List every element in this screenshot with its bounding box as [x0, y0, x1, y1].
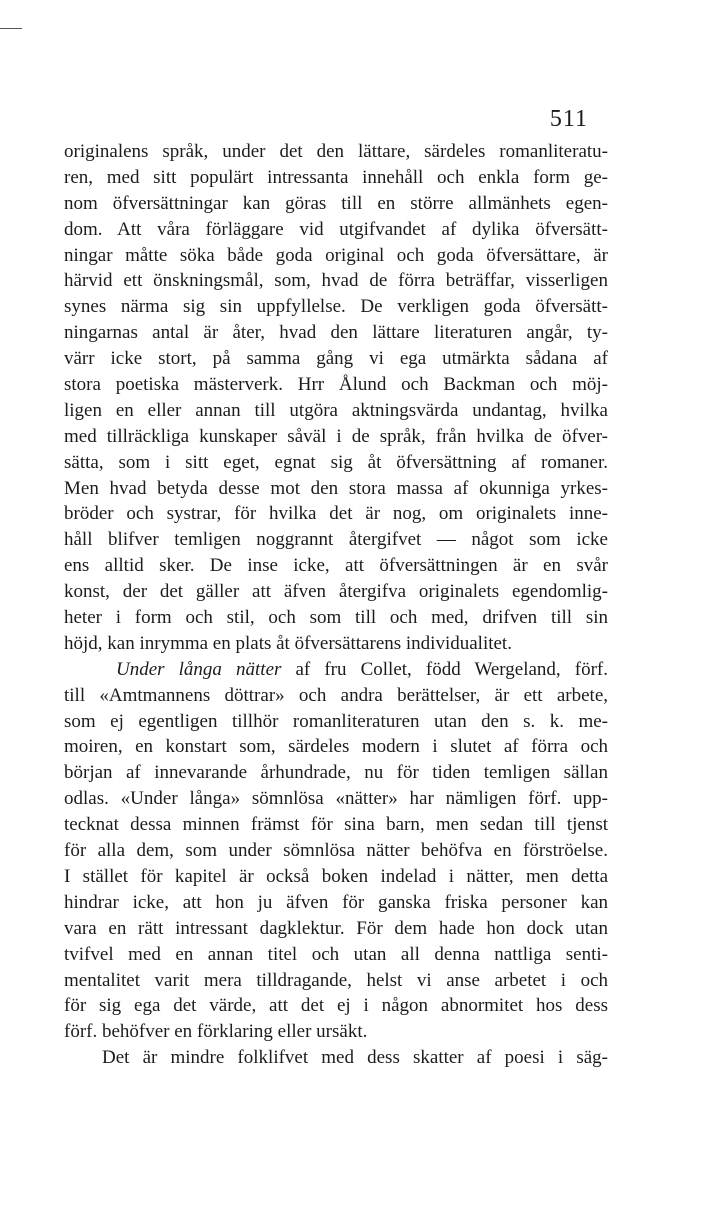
- text-line: Men hvad betyda desse mot den stora massa af okunniga yrkes-: [64, 477, 608, 499]
- text-line: härvid ett önskningsmål, som, hvad de förra beträffar, visserligen: [64, 270, 608, 292]
- book-title: Under långa nätter: [116, 658, 282, 680]
- text-line: ningarnas antal är åter, hvad den lättare literaturen angår, ty-: [64, 322, 608, 344]
- text-line: bröder och systrar, för hvilka det är nog, om originalets inne-: [64, 503, 608, 525]
- text-line: med tillräckliga kunskaper såväl i de språk, från hvilka de öfver-: [64, 425, 608, 447]
- text-line: början af innevarande århundrade, nu för tiden temligen sällan: [64, 762, 608, 784]
- text-line: sätta, som i sitt eget, egnat sig åt öfversättning af romaner.: [64, 451, 608, 473]
- text-line: tecknat dessa minnen främst för sina barn, men sedan till tjenst: [64, 814, 608, 836]
- text-line: synes närma sig sin uppfyllelse. De verkligen goda öfversätt-: [64, 296, 608, 318]
- text-line: som ej egentligen tillhör romanliteraturen utan den s. k. me-: [64, 710, 608, 732]
- text-line: tvifvel med en annan titel och utan all denna nattliga senti-: [64, 943, 608, 965]
- text-line: hindrar icke, att hon ju äfven för ganska friska personer kan: [64, 891, 608, 913]
- page-number: 511: [549, 106, 588, 132]
- text-line: höjd, kan inrymma en plats åt öfversättarens individualitet.: [64, 632, 512, 654]
- text-line: stora poetiska mästerverk. Hrr Ålund och Backman och möj-: [64, 374, 608, 396]
- text-line: till «Amtmannens döttrar» och andra berättelser, är ett arbete,: [64, 684, 608, 706]
- text-line: ningar måtte söka både goda original och goda öfversättare, är: [64, 244, 608, 266]
- page-edge-mark: [0, 28, 22, 29]
- text-line: I stället för kapitel är också boken indelad i nätter, men detta: [64, 865, 608, 887]
- text-line: håll blifver temligen noggrannt återgifvet — något som icke: [64, 529, 608, 551]
- text-line: moiren, en konstart som, särdeles modern i slutet af förra och: [64, 736, 608, 758]
- text-line: konst, der det gäller att äfven återgifva originalets egendomlig-: [64, 581, 608, 603]
- text-line: vara en rätt intressant dagklektur. För dem hade hon dock utan: [64, 917, 608, 939]
- text-line: värr icke stort, på samma gång vi ega utmärkta sådana af: [64, 348, 608, 370]
- review-intro-rest: af fru Collet, född Wergeland, förf.: [281, 658, 609, 680]
- text-line: för sig ega det värde, att det ej i någon abnormitet hos dess: [64, 995, 608, 1017]
- text-line: originalens språk, under det den lättare, särdeles romanliteratu-: [64, 141, 608, 162]
- body-text: [64, 139, 608, 1071]
- text-line: mentalitet varit mera tilldragande, helst vi anse arbetet i och: [64, 969, 608, 991]
- text-line: dom. Att våra förläggare vid utgifvandet af dylika öfversätt-: [64, 218, 608, 240]
- text-line: förf. behöfver en förklaring eller ursäkt.: [64, 1021, 368, 1043]
- text-line: för alla dem, som under sömnlösa nätter behöfva en förströelse.: [64, 840, 608, 862]
- text-line: odlas. «Under långa» sömnlösa «nätter» har nämligen förf. upp-: [64, 788, 608, 810]
- review-intro-line: [64, 657, 608, 683]
- text-line: ren, med sitt populärt intressanta innehåll och enkla form ge-: [64, 166, 608, 188]
- text-line: ligen en eller annan till utgöra aktningsvärda undantag, hvilka: [64, 399, 608, 421]
- text-line: ens alltid sker. De inse icke, att öfversättningen är en svår: [64, 555, 608, 577]
- text-line: nom öfversättningar kan göras till en större allmänhets egen-: [64, 192, 608, 214]
- text-line: Det är mindre folklifvet med dess skatter af poesi i säg-: [102, 1047, 608, 1069]
- text-line: heter i form och stil, och som till och med, drifven till sin: [64, 607, 608, 629]
